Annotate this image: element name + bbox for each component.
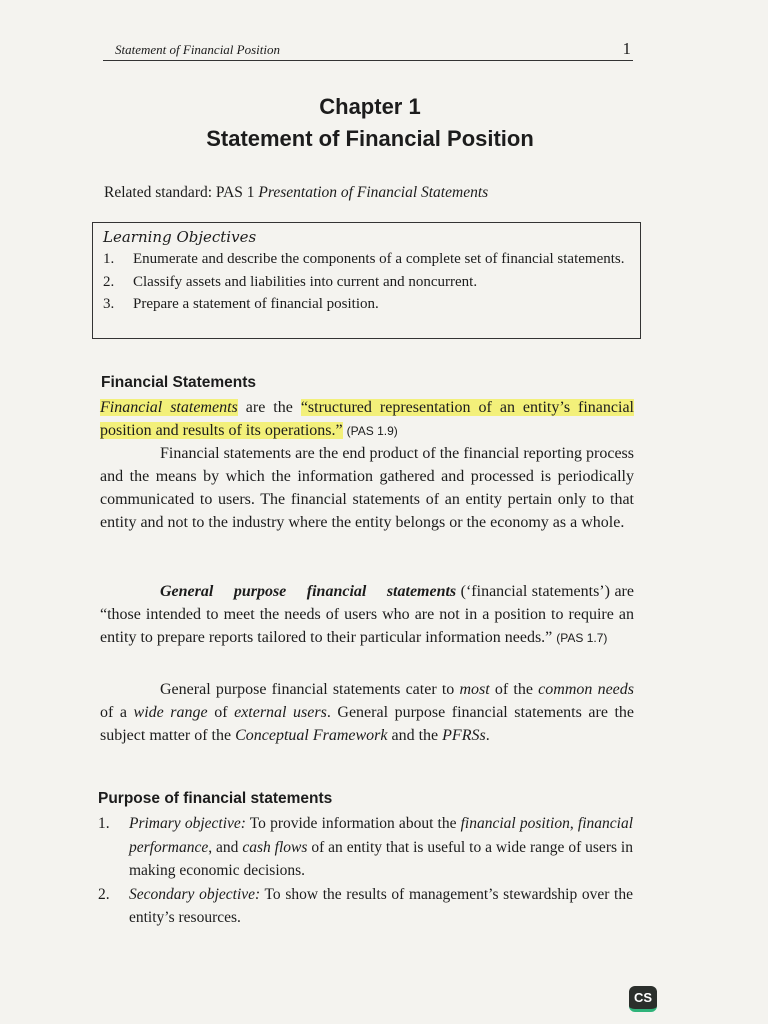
objective-text: Enumerate and describe the components of a complete set of financial statements. xyxy=(133,251,625,267)
cater-text-b: of the xyxy=(489,681,539,698)
objective-number: 2. xyxy=(103,273,115,290)
primary-financial-position: financial position xyxy=(460,815,570,832)
secondary-text: To show the results of management’s stewardship over the entity’s resources. xyxy=(129,885,633,926)
general-purpose-paragraph xyxy=(100,580,634,650)
related-standard-title: Presentation of Financial Statements xyxy=(258,184,489,201)
chapter-title: Statement of Financial Position xyxy=(206,126,534,151)
camscanner-logo-icon: CS xyxy=(629,986,657,1012)
definition-paragraph xyxy=(100,396,634,443)
cater-external-users: external users xyxy=(234,704,327,721)
cater-wide-range: wide range xyxy=(133,704,208,721)
primary-text-b: , xyxy=(569,815,578,832)
end-product-paragraph: Financial statements are the end product of the financial reporting process and the means by which the information gathered and processed is periodically communicated to users. The financial statements of an entity pertain only to that entity and not to the industry where the entity belongs or the economy as a whole. xyxy=(100,445,634,531)
running-header xyxy=(103,38,633,61)
objective-number: 1. xyxy=(103,251,115,267)
cater-text-c: of a xyxy=(100,704,134,721)
cater-text-g: . xyxy=(485,727,490,744)
related-prefix: Related standard: PAS 1 xyxy=(104,184,259,201)
general-purpose-reference: (PAS 1.7) xyxy=(556,631,608,645)
purpose-number: 2. xyxy=(98,885,110,903)
definition-reference: (PAS 1.9) xyxy=(346,424,398,438)
section-heading-financial-statements: Financial Statements xyxy=(101,374,257,391)
objectives-list xyxy=(103,248,632,316)
objective-text: Prepare a statement of financial position. xyxy=(133,296,379,312)
definition-term: Financial statements xyxy=(100,399,238,416)
cater-most: most xyxy=(459,681,490,698)
learning-objectives-heading: Learning Objectives xyxy=(103,228,257,246)
cater-text-a: General purpose financial statements cater to xyxy=(160,681,460,698)
running-title: Statement of Financial Position xyxy=(115,42,281,57)
purpose-number: 1. xyxy=(98,815,110,832)
objective-item xyxy=(103,248,632,271)
cater-conceptual-framework: Conceptual Framework xyxy=(235,727,388,744)
primary-financial-performance: financial performance xyxy=(129,815,633,856)
objective-text: Classify assets and liabilities into current and noncurrent. xyxy=(133,273,478,290)
chapter-label: Chapter 1 xyxy=(319,94,421,119)
cater-paragraph xyxy=(100,678,634,747)
learning-objectives-box xyxy=(92,222,641,339)
cater-common-needs: common needs xyxy=(538,681,635,698)
purpose-item-primary xyxy=(98,812,633,883)
section-heading-purpose: Purpose of financial statements xyxy=(98,790,333,807)
general-purpose-definition: (‘financial statements’) are “those intended to meet the needs of users who are not in a position to require an entity to prepare reports tailored to their particular information needs.” xyxy=(100,583,634,646)
cater-text-e: . General purpose financial statements are the subject matter of the xyxy=(100,704,635,744)
primary-text-a: To provide information about the xyxy=(245,815,461,832)
primary-text-d: of an entity that is useful to a wide range of users in making economic decisions. xyxy=(129,838,633,879)
secondary-objective-label: Secondary objective: xyxy=(129,885,261,903)
primary-objective-label: Primary objective: xyxy=(129,815,246,832)
cater-text-d: of xyxy=(207,704,235,721)
primary-text-c: , and xyxy=(208,838,243,856)
definition-mid: are the xyxy=(237,399,301,416)
purpose-list xyxy=(98,812,633,930)
page-number: 1 xyxy=(622,39,631,58)
chapter-heading xyxy=(100,92,640,156)
related-standard xyxy=(104,184,488,202)
cater-pfrss: PFRSs xyxy=(442,727,486,744)
general-purpose-term: General purpose financial statements xyxy=(160,583,457,600)
objective-number: 3. xyxy=(103,296,115,312)
objective-item xyxy=(103,293,632,316)
purpose-item-secondary xyxy=(98,883,633,930)
objective-item xyxy=(103,271,632,294)
definition-quote: “structured representation of an entity’s financial position and results of its operations.” xyxy=(100,399,635,439)
primary-cash-flows: cash flows xyxy=(242,838,308,856)
cater-text-f: and the xyxy=(387,727,443,744)
